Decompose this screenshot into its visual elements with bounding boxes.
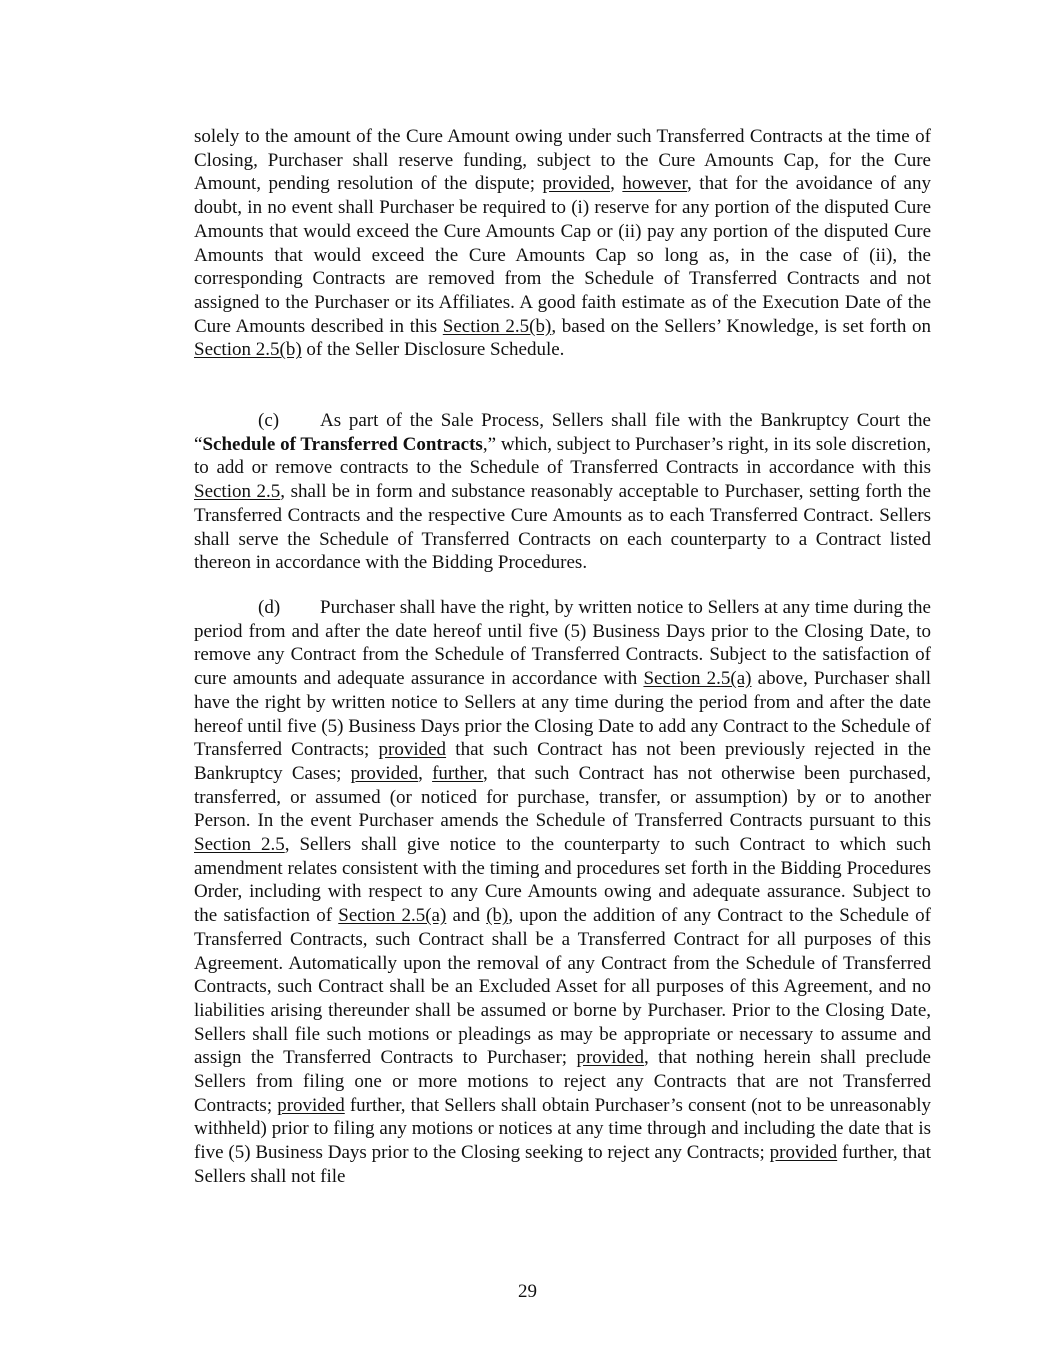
underlined-term: provided <box>277 1094 345 1116</box>
underlined-term: provided <box>350 762 419 784</box>
paragraph-c-schedule-of-transferred-contracts <box>194 409 931 575</box>
text-run: , <box>610 173 623 195</box>
text-run: , <box>418 762 433 784</box>
indent <box>194 597 258 618</box>
underlined-term: further <box>432 762 484 784</box>
section-reference: Section 2.5(a) <box>338 905 447 927</box>
paragraph-cure-amount-reserve <box>194 125 931 362</box>
indent <box>194 410 258 431</box>
text-run: , that nothing herein shall preclude Sellers from filing one or more motions to reject any Contracts that are not Transferred Contracts; <box>194 1047 931 1116</box>
text-run: , shall be in form and substance reasonably acceptable to Purchaser, setting forth the Transferred Contracts and the respective Cure Amounts as to each Transferred Contract. Sellers shall serve the Schedule of Transferred Contracts on each counterparty to a Contract listed thereon in accordance with the Bidding Procedures. <box>194 481 931 574</box>
clause-label: (c) <box>258 410 280 431</box>
section-reference: Section 2.5(b) <box>194 339 302 361</box>
section-reference: Section 2.5(b) <box>442 315 552 337</box>
text-run: of the Seller Disclosure Schedule. <box>301 339 565 361</box>
text-run: further, that Sellers shall not file <box>194 1142 931 1187</box>
text-run: , upon the addition of any Contract to the Schedule of Transferred Contracts, such Contract shall be a Transferred Contract for all purposes of this Agreement. Automatically upon the removal of any Contract from the Schedule of Transferred Contracts, such Contract shall be an Excluded Asset for all purposes of this Agreement, and no liabilities arising thereunder shall be assumed or borne by Purchaser. Prior to the Closing Date, Sellers shall file such motions or pleadings as may be appropriate or necessary to assume and assign the Transferred Contracts to Purchaser; <box>194 905 931 1069</box>
defined-term: Schedule of Transferred Contracts <box>202 433 483 455</box>
paragraph-d-purchaser-rights <box>194 596 931 1189</box>
text-run: above, Purchaser shall have the right by written notice to Sellers at any time during the period from and after the date hereof until five (5) Business Days prior the Closing Date to add any Contract to the Schedule of Transferred Contracts; <box>194 668 931 761</box>
section-reference: (b) <box>486 905 509 927</box>
underlined-term: provided <box>378 739 447 761</box>
section-reference: Section 2.5 <box>194 834 285 856</box>
underlined-term: however <box>622 173 688 195</box>
text-run: , based on the Sellers’ Knowledge, is set forth on <box>551 315 932 337</box>
text-run: solely to the amount of the Cure Amount owing under such Transferred Contracts at the time of Closing, Purchaser shall reserve funding, subject to the Cure Amounts Cap, for the Cure Amount, pending resolution of the dispute; <box>194 126 931 195</box>
section-reference: Section 2.5 <box>194 481 281 503</box>
section-reference: Section 2.5(a) <box>643 668 752 690</box>
underlined-term: provided <box>542 173 611 195</box>
text-run: , that for the avoidance of any doubt, in no event shall Purchaser be required to (i) reserve for any portion of the disputed Cure Amounts that would exceed the Cure Amounts Cap or (ii) pay any portion of the disputed Cure Amounts that would exceed the Cure Amounts Cap so long as, in the case of (ii), the corresponding Contracts are removed from the Schedule of Transferred Contracts and not assigned to the Purchaser or its Affiliates. A good faith estimate as of the Execution Date of the Cure Amounts described in this <box>194 173 932 337</box>
text-run: that such Contract has not been previously rejected in the Bankruptcy Cases; <box>194 739 931 784</box>
text-run: ,” which, subject to Purchaser’s right, in its sole discretion, to add or remove contracts to the Schedule of Transferred Contracts in accordance with this <box>194 433 931 479</box>
underlined-term: provided <box>576 1047 644 1069</box>
text-run: , that such Contract has not otherwise been purchased, transferred, or assumed (or noticed for purchase, transfer, or assumption) by or to another Person. In the event Purchaser amends the Schedule of Transferred Contracts pursuant to this <box>194 762 931 832</box>
text-run: , Sellers shall give notice to the counterparty to such Contract to which such amendment relates consistent with the timing and procedures set forth in the Bidding Procedures Order, including with respect to any Cure Amounts owing and adequate assurance. Subject to the satisfaction of <box>194 834 931 927</box>
text-run: and <box>446 905 487 927</box>
text-run: Purchaser shall have the right, by written notice to Sellers at any time during the period from and after the date hereof until five (5) Business Days prior to the Closing Date, to remove any Contract from the Schedule of Transferred Contracts. Subject to the satisfaction of cure amounts and adequate assurance in accordance with <box>194 597 931 690</box>
text-run: As part of the Sale Process, Sellers shall file with the Bankruptcy Court the “ <box>194 410 931 455</box>
text-run: further, that Sellers shall obtain Purchaser’s consent (not to be unreasonably withheld) prior to filing any motions or notices at any time through and including the date that is five (5) Business Days prior to the Closing seeking to reject any Contracts; <box>194 1094 931 1164</box>
underlined-term: provided <box>769 1142 838 1164</box>
page-number: 29 <box>518 1281 537 1302</box>
clause-label: (d) <box>258 597 281 618</box>
